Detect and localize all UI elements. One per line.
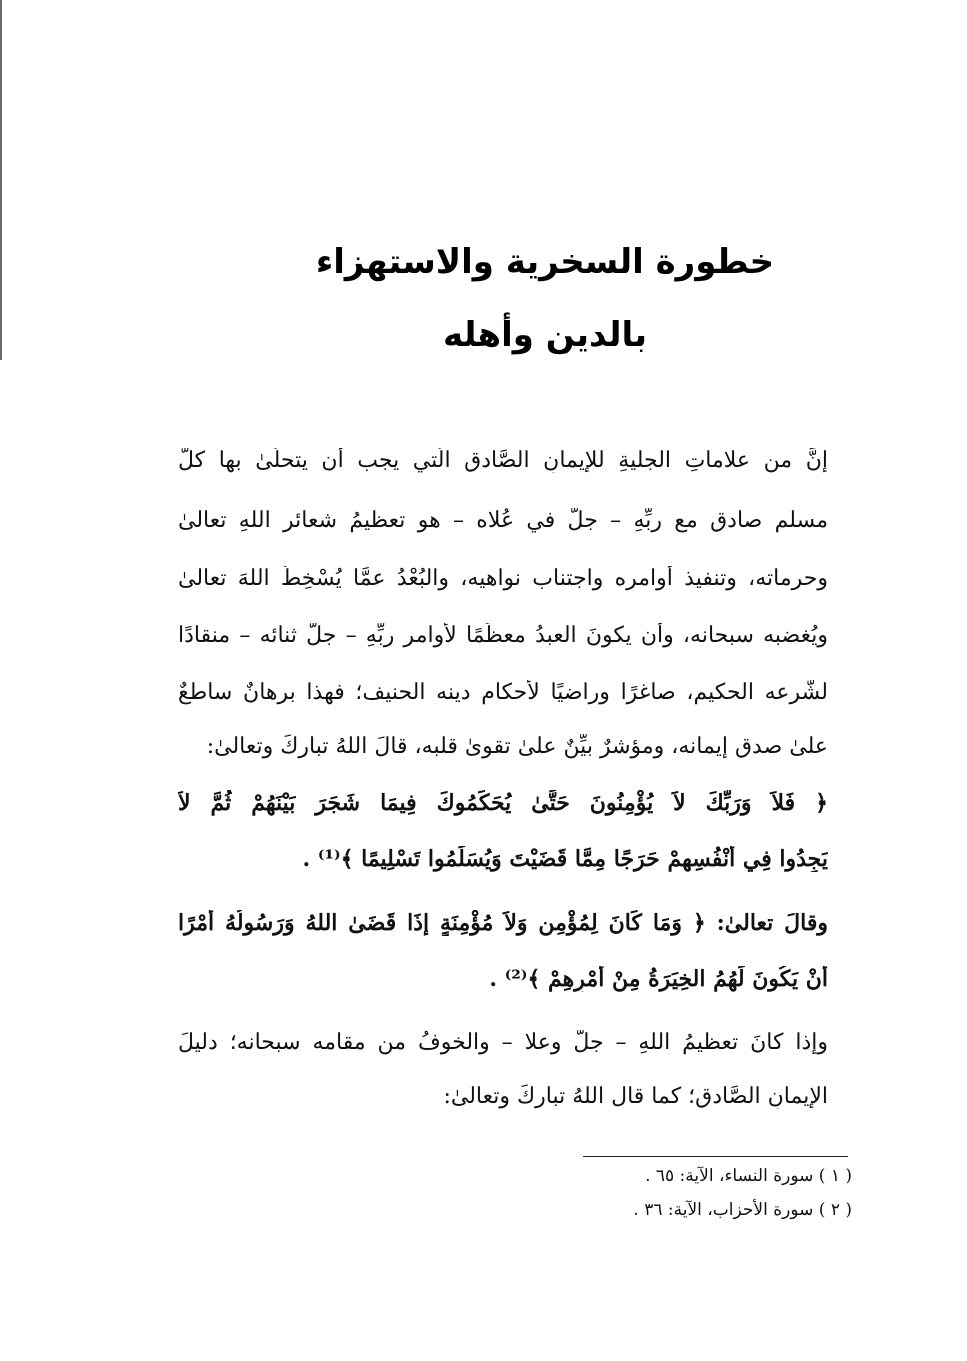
page-title-line-2: بالدين وأهله	[443, 315, 647, 355]
text-line: مسلمٍ صادقٍ مع ربِّهِ – جلَّ في عُلاه – هو تعظيمُ شعائرِ اللهِ تعالىٰ	[178, 508, 828, 533]
text-line: الإيمانِ الصَّادقِ؛ كما قال اللهُ تباركَ وتعالىٰ:	[443, 1084, 828, 1109]
text-line: وحرماته، وتنفيذ أوامره واجتناب نواهيه، والبُعْدُ عمَّا يُسْخِطُ اللهَ تعالىٰ	[178, 566, 828, 591]
text-line: علىٰ صدقِ إيمانه، ومؤشرٌ بيِّنٌ علىٰ تقوىٰ قلبه، قالَ اللهُ تباركَ وتعالىٰ:	[206, 734, 828, 759]
text-line: وإذا كانَ تعظيمُ اللهِ – جلَّ وعلا – والخوفُ من مقامه سبحانه؛ دليلَ	[178, 1030, 828, 1055]
verse-line: أَنْ يَكُونَ لَهُمُ الخِيَرَةُ مِنْ أَمْرِهِمْ ﴾⁽²⁾ .	[489, 966, 828, 992]
verse-line: وقالَ تعالىٰ: ﴿ وَمَا كَانَ لِمُؤْمِنٍ وَلاَ مُؤْمِنَةٍ إِذَا قَضَىٰ اللهُ وَرَسُولُهُ أَمْرًا	[178, 910, 828, 936]
text-line: لشَّرعه الحكيم، صاغرًا وراضيًا لأحكام دينه الحنيف؛ فهذا برهانٌ ساطعٌ	[178, 680, 828, 705]
text-line: ويُغضبه سبحانه، وأن يكونَ العبدُ معظِّمًا لأوامر ربِّهِ – جلَّ ثنائه – منقادًا	[178, 623, 828, 648]
footnote-1: ( ١ ) سورة النساء، الآية: ٦٥ .	[645, 1166, 852, 1186]
footnote-2: ( ٢ ) سورة الأحزاب، الآية: ٣٦ .	[633, 1200, 852, 1220]
text-line: إنَّ من علاماتِ الجليةِ للإيمانِ الصَّادقِ الَّتي يجب أن يتحلَّىٰ بها كلُّ	[178, 448, 828, 473]
verse-line: يَجِدُوا فِي أَنْفُسِهِمْ حَرَجًا مِمَّا قَضَيْتَ وَيُسَلِّمُوا تَسْلِيمًا ﴾⁽¹⁾ .	[302, 846, 828, 872]
page-title-line-1: خطورة السخرية والاستهزاء	[315, 242, 775, 282]
footnote-separator	[583, 1156, 848, 1157]
scan-edge-shadow	[0, 0, 2, 360]
verse-line: ﴿ فَلاَ وَرَبِّكَ لاَ يُؤْمِنُونَ حَتَّىٰ يُحَكِّمُوكَ فِيمَا شَجَرَ بَيْنَهُمْ ثُمَّ لاَ	[178, 790, 828, 816]
